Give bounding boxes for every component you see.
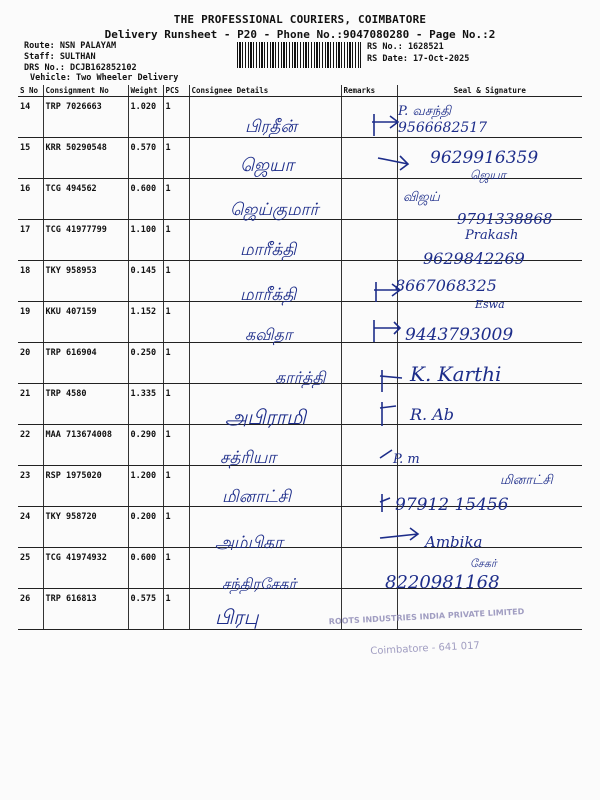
col-consignee: Consignee Details [189, 85, 341, 97]
handwritten-name: மினாட்சி [222, 487, 291, 507]
weight-cell: 0.250 [128, 343, 163, 384]
weight-cell: 1.152 [128, 302, 163, 343]
handwritten-phone: 9791338868 [457, 210, 553, 228]
vehicle-label: Vehicle: Two Wheeler Delivery [30, 73, 179, 83]
table-header-row [18, 85, 582, 97]
handwritten-signature: ஜெயா [470, 168, 506, 182]
pcs-cell: 1 [163, 466, 189, 507]
col-remarks: Remarks [341, 85, 397, 97]
handwritten-signature: K. Karthi [410, 362, 502, 386]
drs-number: DRS No.: DCJB162852102 [24, 63, 137, 73]
handwritten-signature: சேகர் [470, 557, 497, 570]
handwritten-name: கவிதா [245, 325, 293, 344]
handwritten-signature: P. m [393, 452, 420, 467]
handwritten-name: ஜெயா [240, 155, 294, 176]
pcs-cell: 1 [163, 589, 189, 630]
handwritten-signature: Eswa [475, 298, 505, 311]
handwritten-phone: 9566682517 [398, 120, 488, 136]
col-weight: Weight [128, 85, 163, 97]
weight-cell: 1.020 [128, 97, 163, 138]
consignment-cell: MAA 713674008 [43, 425, 128, 466]
pcs-cell: 1 [163, 138, 189, 179]
barcode-image [237, 42, 361, 68]
remark-arrows [360, 110, 420, 630]
pcs-cell: 1 [163, 302, 189, 343]
weight-cell: 0.145 [128, 261, 163, 302]
sno-cell: 15 [18, 138, 43, 179]
sno-cell: 14 [18, 97, 43, 138]
handwritten-signature: விஜய் [403, 190, 440, 205]
weight-cell: 1.335 [128, 384, 163, 425]
consignment-cell: TCG 41977799 [43, 220, 128, 261]
consignment-cell: TRP 7026663 [43, 97, 128, 138]
rs-number: RS No.: 1628521 [367, 42, 444, 52]
pcs-cell: 1 [163, 179, 189, 220]
handwritten-name: மாரீக்தி [240, 240, 297, 260]
weight-cell: 0.290 [128, 425, 163, 466]
handwritten-signature: Prakash [465, 228, 519, 243]
document-title: THE PROFESSIONAL COURIERS, COIMBATORE [173, 13, 427, 26]
pcs-cell: 1 [163, 425, 189, 466]
sno-cell: 16 [18, 179, 43, 220]
handwritten-name: மாரீக்தி [240, 285, 297, 305]
handwritten-phone: 9443793009 [405, 325, 514, 345]
weight-cell: 1.100 [128, 220, 163, 261]
consignment-cell: RSP 1975020 [43, 466, 128, 507]
consignment-cell: TRP 616904 [43, 343, 128, 384]
handwritten-name: கார்த்தி [275, 368, 326, 387]
col-consignment: Consignment No [43, 85, 128, 97]
handwritten-phone: 97912 15456 [395, 495, 509, 515]
weight-cell: 0.600 [128, 548, 163, 589]
handwritten-name: ஜெய்குமார் [230, 200, 319, 220]
weight-cell: 1.200 [128, 466, 163, 507]
handwritten-signature: R. Ab [410, 405, 455, 424]
consignment-cell: TCG 494562 [43, 179, 128, 220]
pcs-cell: 1 [163, 343, 189, 384]
handwritten-name: பிரதீன் [245, 117, 297, 137]
sno-cell: 18 [18, 261, 43, 302]
weight-cell: 0.600 [128, 179, 163, 220]
sno-cell: 21 [18, 384, 43, 425]
table-row [18, 97, 582, 138]
weight-cell: 0.200 [128, 507, 163, 548]
route-label: Route: NSN PALAYAM [24, 41, 117, 51]
consignment-cell: TKY 958720 [43, 507, 128, 548]
sno-cell: 26 [18, 589, 43, 630]
pcs-cell: 1 [163, 261, 189, 302]
handwritten-name: சத்ரியா [220, 448, 277, 468]
sno-cell: 25 [18, 548, 43, 589]
pcs-cell: 1 [163, 97, 189, 138]
handwritten-name: பிரபு [215, 605, 259, 629]
sno-cell: 22 [18, 425, 43, 466]
rs-date: RS Date: 17-Oct-2025 [367, 54, 470, 64]
sno-cell: 17 [18, 220, 43, 261]
weight-cell: 0.575 [128, 589, 163, 630]
pcs-cell: 1 [163, 220, 189, 261]
weight-cell: 0.570 [128, 138, 163, 179]
handwritten-phone: 8220981168 [385, 572, 500, 593]
sno-cell: 19 [18, 302, 43, 343]
consignment-cell: KRR 50290548 [43, 138, 128, 179]
col-pcs: PCS [163, 85, 189, 97]
consignment-cell: TRP 4580 [43, 384, 128, 425]
handwritten-phone: 9629842269 [423, 249, 525, 268]
handwritten-signature: P. வசந்தி [398, 104, 452, 119]
stamp-line-city: Coimbatore - 641 017 [370, 640, 481, 658]
sno-cell: 23 [18, 466, 43, 507]
consignment-cell: TCG 41974932 [43, 548, 128, 589]
handwritten-phone: 8667068325 [395, 276, 497, 295]
pcs-cell: 1 [163, 548, 189, 589]
col-sno: S No [18, 85, 43, 97]
handwritten-phone: 9629916359 [430, 148, 539, 168]
pcs-cell: 1 [163, 384, 189, 425]
handwritten-signature: மினாட்சி [500, 473, 553, 488]
col-seal-signature: Seal & Signature [397, 85, 582, 97]
handwritten-name: அம்பிகா [215, 533, 283, 553]
handwritten-name: அபிராமி [225, 405, 306, 429]
pcs-cell: 1 [163, 507, 189, 548]
consignment-cell: TRP 616813 [43, 589, 128, 630]
consignment-cell: TKY 958953 [43, 261, 128, 302]
sno-cell: 24 [18, 507, 43, 548]
consignment-cell: KKU 407159 [43, 302, 128, 343]
staff-label: Staff: SULTHAN [24, 52, 96, 62]
stamp-line-company: ROOTS INDUSTRIES INDIA PRIVATE LIMITED [328, 607, 525, 627]
handwritten-name: சந்திரசேகர் [222, 575, 297, 593]
company-stamp [329, 607, 532, 677]
document-subtitle: Delivery Runsheet - P20 - Phone No.:9047080280 - Page No.:2 [104, 28, 496, 41]
sno-cell: 20 [18, 343, 43, 384]
handwritten-signature: Ambika [425, 533, 483, 551]
